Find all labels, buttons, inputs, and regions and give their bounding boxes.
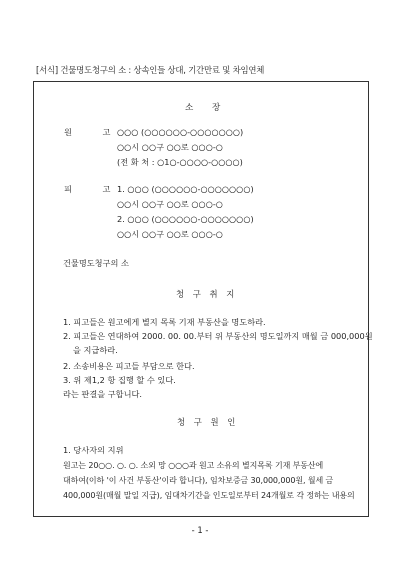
- defendant-2-address: ○○시 ○○구 ○○로 ○○○-○: [117, 229, 223, 239]
- cause-line: 400,000원(매월 말일 지급), 임대차기간을 인도일로부터 24개월로 각 정하는 내용의: [63, 491, 355, 500]
- claim-line: 2. 소송비용은 피고들 부담으로 한다.: [63, 361, 195, 371]
- document-title: 소 장: [185, 103, 229, 113]
- claim-line: 1. 피고들은 원고에게 별지 목록 기재 부동산을 명도하라.: [63, 317, 266, 327]
- plaintiff-address: ○○시 ○○구 ○○로 ○○○-○: [117, 142, 223, 152]
- claim-line: 라는 판결을 구합니다.: [63, 389, 142, 399]
- page-number: - 1 -: [191, 525, 209, 535]
- defendant-label: 피 고: [64, 184, 125, 194]
- cause-subheading: 1. 당사자의 지위: [63, 445, 124, 455]
- plaintiff-phone: (전 화 처 : ○1○-○○○○-○○○○): [117, 157, 243, 167]
- form-header: [서식] 건물명도청구의 소 : 상속인들 상대, 기간만료 및 차임연체: [36, 65, 265, 75]
- defendant-1-address: ○○시 ○○구 ○○로 ○○○-○: [117, 199, 223, 209]
- causes-heading: 청 구 원 인: [177, 417, 239, 427]
- claim-line: 3. 위 제1,2 항 집행 할 수 있다.: [63, 375, 176, 385]
- claim-line: 을 지급하라.: [73, 345, 118, 355]
- plaintiff-label: 원 고: [64, 127, 125, 137]
- claims-heading: 청 구 취 지: [176, 289, 238, 299]
- claim-line: 2. 피고들은 연대하여 2000. 00. 00.부터 위 부동산의 명도일까지 매월 금 000,000원: [63, 331, 373, 341]
- case-name: 건물명도청구의 소: [63, 258, 129, 268]
- cause-line: 원고는 20○○. ○. ○. 소외 망 ○○○과 원고 소유의 별지목록 기재 부동산에: [63, 461, 324, 470]
- defendant-1-name: 1. ○○○ (○○○○○○-○○○○○○○): [117, 184, 254, 194]
- cause-line: 대하여(이하 '이 사건 부동산'이라 합니다), 임차보증금 30,000,000원, 월세 금: [63, 476, 334, 485]
- defendant-2-name: 2. ○○○ (○○○○○○-○○○○○○○): [117, 214, 254, 224]
- plaintiff-name: ○○○ (○○○○○○-○○○○○○○): [117, 127, 244, 137]
